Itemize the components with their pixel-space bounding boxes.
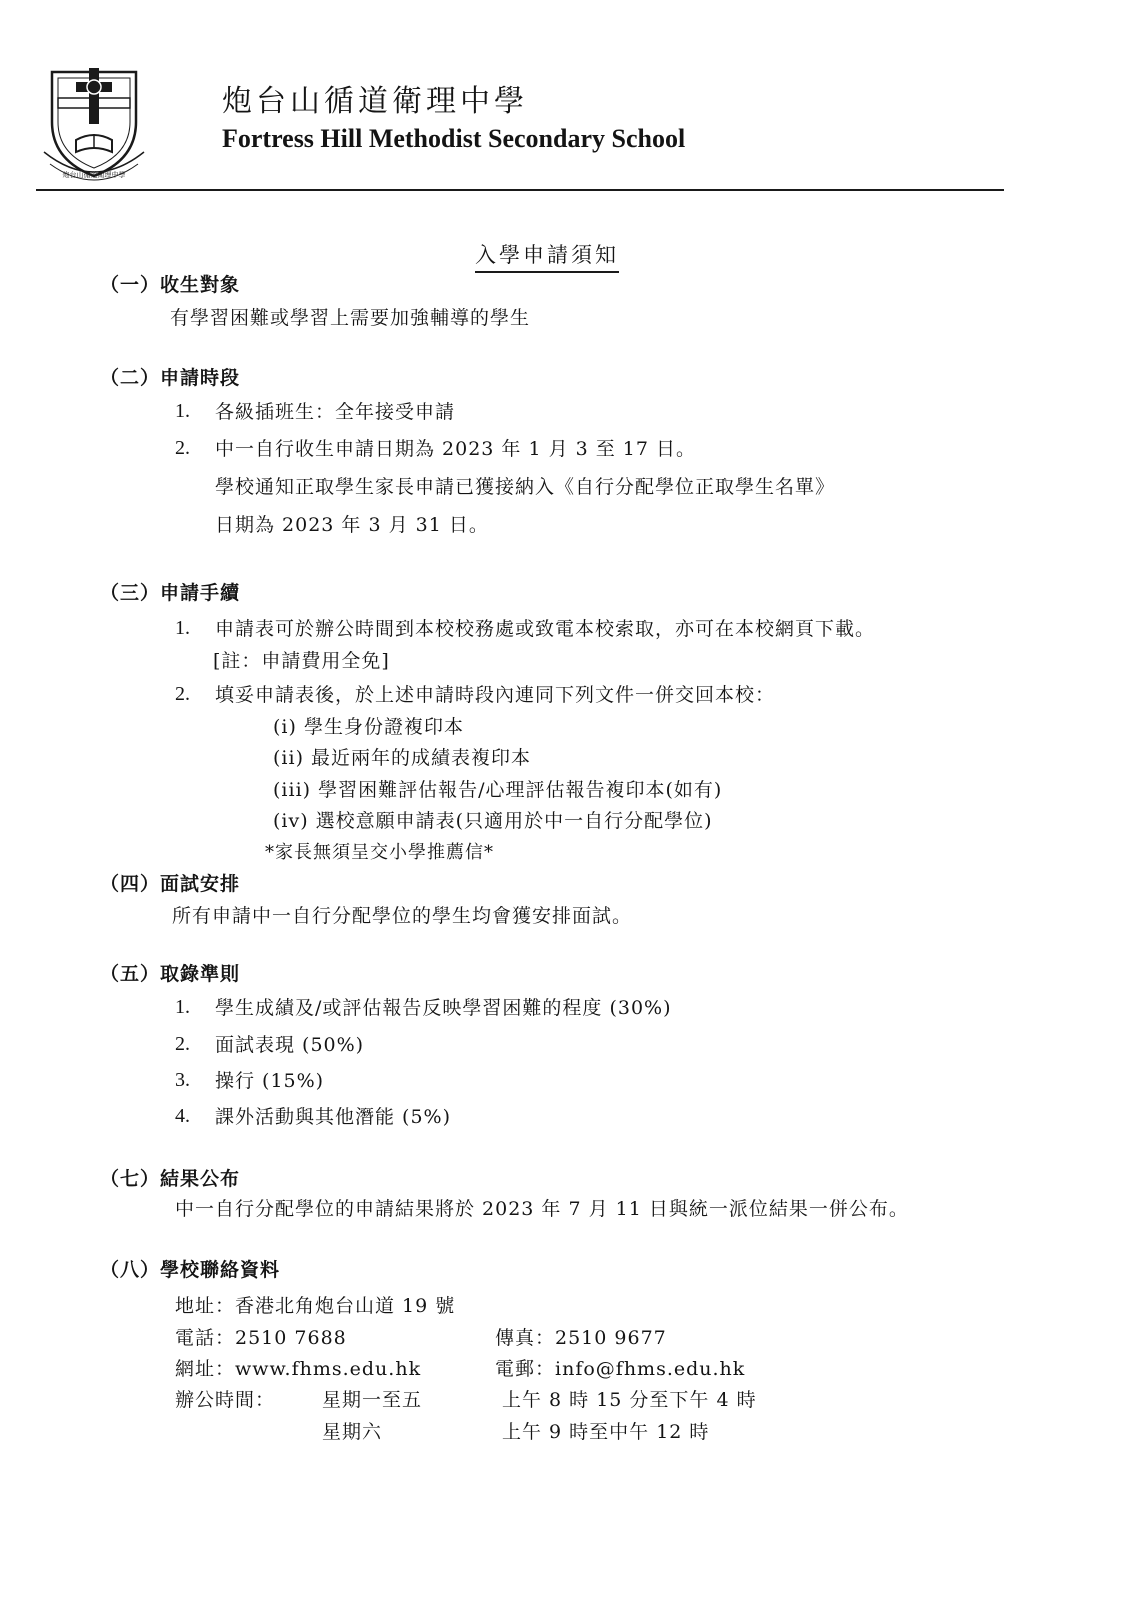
office-hours-label: 辦公時間： [175, 1389, 276, 1411]
office-hours-weekdays-time: 上午 8 時 15 分至下午 4 時 [502, 1389, 757, 1411]
school-crest-logo [38, 60, 150, 186]
section-5-item-1-text: 學生成績及/或評估報告反映學習困難的程度 (30%) [215, 997, 672, 1019]
section-3-heading: （三）申請手續 [100, 582, 241, 604]
section-2-item-2-text: 中一自行收生申請日期為 2023 年 1 月 3 至 17 日。 [215, 438, 697, 460]
section-2-heading: （二）申請時段 [100, 367, 241, 389]
section-2-continuation-1: 學校通知正取學生家長申請已獲接納入《自行分配學位正取學生名單》 [215, 476, 836, 498]
section-3-fee-note: [註：申請費用全免] [213, 650, 390, 672]
section-7-body: 中一自行分配學位的申請結果將於 2023 年 7 月 11 日與統一派位結果一併公布。 [175, 1198, 909, 1220]
section-5-item-1-number: 1. [175, 996, 190, 1018]
contact-fax: 傳真：2510 9677 [495, 1327, 667, 1349]
section-3-item-1-number: 1. [175, 617, 190, 639]
document-title: 入學申請須知 [475, 239, 619, 273]
section-5-heading: （五）取錄準則 [100, 963, 241, 985]
section-3-document-iv: (iv) 選校意願申請表(只適用於中一自行分配學位) [273, 810, 713, 832]
section-2-item-1-number: 1. [175, 400, 190, 422]
school-name-english: Fortress Hill Methodist Secondary School [222, 124, 686, 153]
header-divider [36, 189, 1004, 191]
section-7-heading: （七）結果公布 [100, 1168, 241, 1190]
section-8-heading: （八）學校聯絡資料 [100, 1259, 281, 1281]
section-1-heading: （一）收生對象 [100, 274, 241, 296]
contact-address: 地址：香港北角炮台山道 19 號 [175, 1295, 456, 1317]
school-name-chinese: 炮台山循道衛理中學 [222, 84, 528, 119]
section-5-item-4-number: 4. [175, 1105, 190, 1127]
crest-motto-text: 炮台山循道衛理中學 [62, 171, 126, 179]
section-4-body: 所有申請中一自行分配學位的學生均會獲安排面試。 [172, 905, 633, 927]
section-3-remark: *家長無須呈交小學推薦信* [265, 842, 494, 863]
section-5-item-2-text: 面試表現 (50%) [215, 1034, 365, 1056]
section-3-document-iii: (iii) 學習困難評估報告/心理評估報告複印本(如有) [273, 779, 723, 801]
section-3-document-ii: (ii) 最近兩年的成績表複印本 [273, 747, 532, 769]
section-3-item-1-text: 申請表可於辦公時間到本校校務處或致電本校索取，亦可在本校網頁下載。 [215, 618, 876, 640]
section-3-item-2-text: 填妥申請表後，於上述申請時段內連同下列文件一併交回本校： [215, 684, 776, 706]
contact-phone: 電話：2510 7688 [175, 1327, 347, 1349]
section-2-item-1-text: 各級插班生：全年接受申請 [215, 401, 456, 423]
section-3-document-i: (i) 學生身份證複印本 [273, 716, 464, 738]
section-5-item-2-number: 2. [175, 1033, 190, 1055]
section-5-item-4-text: 課外活動與其他潛能 (5%) [215, 1106, 452, 1128]
contact-website: 網址：www.fhms.edu.hk [175, 1358, 422, 1380]
contact-email: 電郵：info@fhms.edu.hk [495, 1358, 746, 1380]
section-4-heading: （四）面試安排 [100, 873, 241, 895]
section-2-continuation-2: 日期為 2023 年 3 月 31 日。 [215, 514, 489, 536]
office-hours-saturday: 星期六 [322, 1421, 383, 1443]
section-3-item-2-number: 2. [175, 683, 190, 705]
office-hours-saturday-time: 上午 9 時至中午 12 時 [502, 1421, 710, 1443]
section-1-body: 有學習困難或學習上需要加強輔導的學生 [170, 307, 531, 329]
section-5-item-3-number: 3. [175, 1069, 190, 1091]
section-5-item-3-text: 操行 (15%) [215, 1070, 325, 1092]
section-2-item-2-number: 2. [175, 437, 190, 459]
office-hours-weekdays: 星期一至五 [322, 1389, 423, 1411]
